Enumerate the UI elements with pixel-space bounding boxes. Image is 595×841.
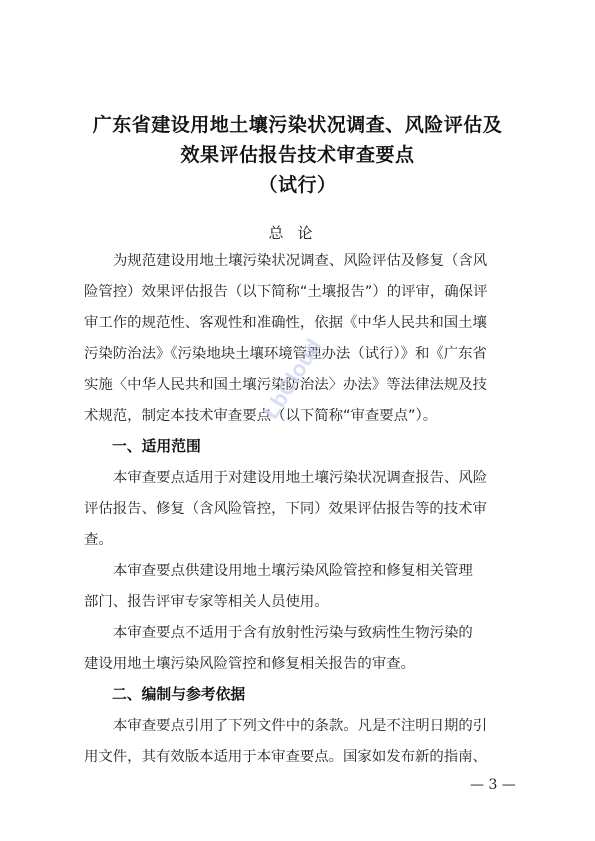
section-1-title: 一、适用范围 — [112, 438, 201, 455]
section-1-line: 评估报告、修复（含风险管控，下同）效果评估报告等的技术审 — [84, 501, 487, 517]
page-number: — 3 — — [470, 777, 516, 793]
section-2-line: 用文件，其有效版本适用于本审查要点。国家如发布新的指南、 — [84, 749, 487, 765]
section-1-line: 本审查要点适用于对建设用地土壤污染状况调查报告、风险 — [113, 470, 488, 486]
intro-line: 险管控）效果评估报告（以下简称“土壤报告”）的评审，确保评 — [84, 284, 488, 300]
section-2-line: 本审查要点引用了下列文件中的条款。凡是不注明日期的引 — [113, 718, 488, 734]
section-1-line: 部门、报告评审专家等相关人员使用。 — [84, 594, 329, 610]
intro-line: 实施〈中华人民共和国土壤污染防治法〉办法》等法律法规及技 — [84, 377, 487, 393]
doc-title-line-1: 广东省建设用地土壤污染状况调查、风险评估及 — [92, 114, 503, 136]
watermark-logo: LbCloud — [258, 334, 327, 424]
section-1-line: 本审查要点不适用于含有放射性污染与致病性生物污染的 — [113, 625, 473, 641]
section-heading-general: 总论 — [268, 224, 327, 242]
intro-line: 审工作的规范性、客观性和准确性，依据《中华人民共和国土壤 — [84, 315, 487, 331]
section-1-line: 查。 — [84, 532, 113, 548]
doc-title-line-3: （试行） — [258, 174, 337, 196]
doc-title-line-2: 效果评估报告技术审查要点 — [180, 144, 415, 166]
intro-line: 术规范，制定本技术审查要点（以下简称“审查要点”）。 — [84, 408, 438, 424]
section-2-title: 二、编制与参考依据 — [112, 686, 246, 703]
intro-line: 污染防治法》《污染地块土壤环境管理办法（试行）》和《广东省 — [84, 346, 487, 362]
intro-line: 为规范建设用地土壤污染状况调查、风险评估及修复（含风 — [113, 253, 488, 269]
section-1-line: 本审查要点供建设用地土壤污染风险管控和修复相关管理 — [113, 563, 473, 579]
section-1-line: 建设用地土壤污染风险管控和修复相关报告的审查。 — [84, 656, 415, 672]
